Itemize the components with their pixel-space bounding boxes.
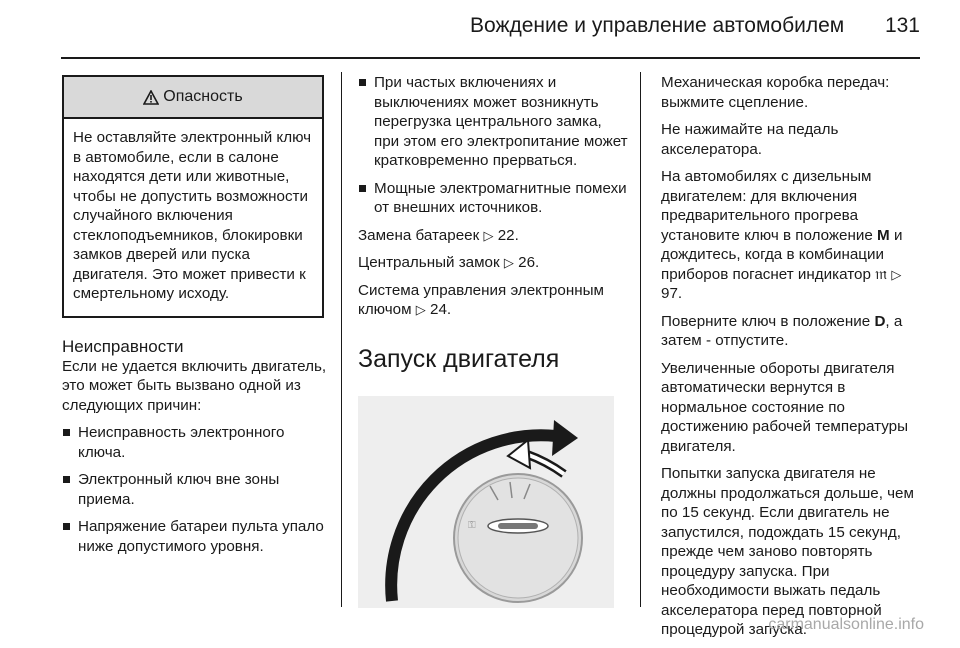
middle-list [358, 73, 628, 218]
paragraph: Не нажимайте на педаль акселератора. [661, 121, 839, 158]
section-title: Запуск двигателя [358, 344, 560, 373]
ref-arrow-icon: ▷ [891, 266, 902, 282]
faults-heading: Неисправности [62, 336, 184, 356]
ref-arrow-icon: ▷ [415, 302, 426, 317]
faults-intro: Если не удается включить двигатель, это может быть вызвано одной из следующих причин: [62, 357, 327, 414]
ref-arrow-icon: ▷ [503, 255, 514, 270]
ref-central-lock[interactable]: Центральный замок ▷ 26. [358, 254, 540, 271]
ref-battery[interactable]: Замена батареек ▷ 22. [358, 226, 519, 244]
ref-key-system[interactable]: Система управления электронным ключом ▷ 24. [358, 281, 604, 318]
header-rule [61, 57, 920, 59]
glow-plug-icon: 𝔪 [875, 265, 888, 283]
svg-text:⚿: ⚿ [468, 519, 476, 531]
warning-triangle-icon [143, 90, 159, 105]
danger-box [62, 75, 324, 318]
list-item: Электронный ключ вне зоны приема. [62, 470, 330, 509]
paragraph-turn-key: Поверните ключ в положение D, а затем - отпустите. [661, 312, 903, 349]
ignition-figure [358, 396, 614, 608]
column-divider [640, 72, 641, 607]
watermark: carmanualsonline.info [768, 616, 924, 633]
danger-text: Не оставляйте электронный ключ в автомобиле, если в салоне находятся дети или животные, чтобы не допустить возможности случайного включения стеклоподъемников, блокировки замков дверей или пуска двигателя. Это может привести к смертельному исходу. [73, 129, 312, 302]
right-column [661, 73, 923, 648]
list-item: Мощные электромагнитные помехи от внешних источников. [358, 179, 628, 218]
ref-arrow-icon: ▷ [483, 227, 494, 243]
ignition-illustration [358, 396, 614, 608]
paragraph: Попытки запуска двигателя не должны продолжаться дольше, чем по 15 секунд. Если двигатель не запустился, подождать 15 секунд, прежде чем заново повторять процедуру запуска. При необходимости выжать педаль акселератора перед повторной процедурой запуска. [661, 465, 914, 638]
paragraph: Увеличенные обороты двигателя автоматически вернутся в нормальное состояние по достижению рабочей температуры двигателя. [661, 359, 909, 455]
paragraph: Механическая коробка передач: выжмите сцепление. [661, 74, 890, 111]
danger-header [64, 77, 322, 119]
paragraph-preheat: На автомобилях с дизельным двигателем: для включения предварительного прогрева установите ключ в положение M и дождитесь, когда в комбинации приборов погаснет индикатор 𝔪 ▷ 97. [661, 168, 903, 302]
left-column [62, 73, 330, 564]
list-item: При частых включениях и выключениях может возникнуть перегрузка центрального замка, при этом его электропитание может кратковременно прерваться. [358, 73, 628, 171]
page-header-title: Вождение и управление автомобилем [470, 14, 845, 37]
column-divider [341, 72, 342, 607]
list-item: Напряжение батареи пульта упало ниже допустимого уровня. [62, 517, 330, 556]
danger-title: Опасность [163, 88, 243, 106]
faults-list [62, 423, 330, 556]
page-number: 131 [884, 14, 920, 37]
list-item: Неисправность электронного ключа. [62, 423, 330, 462]
middle-column [358, 73, 628, 608]
